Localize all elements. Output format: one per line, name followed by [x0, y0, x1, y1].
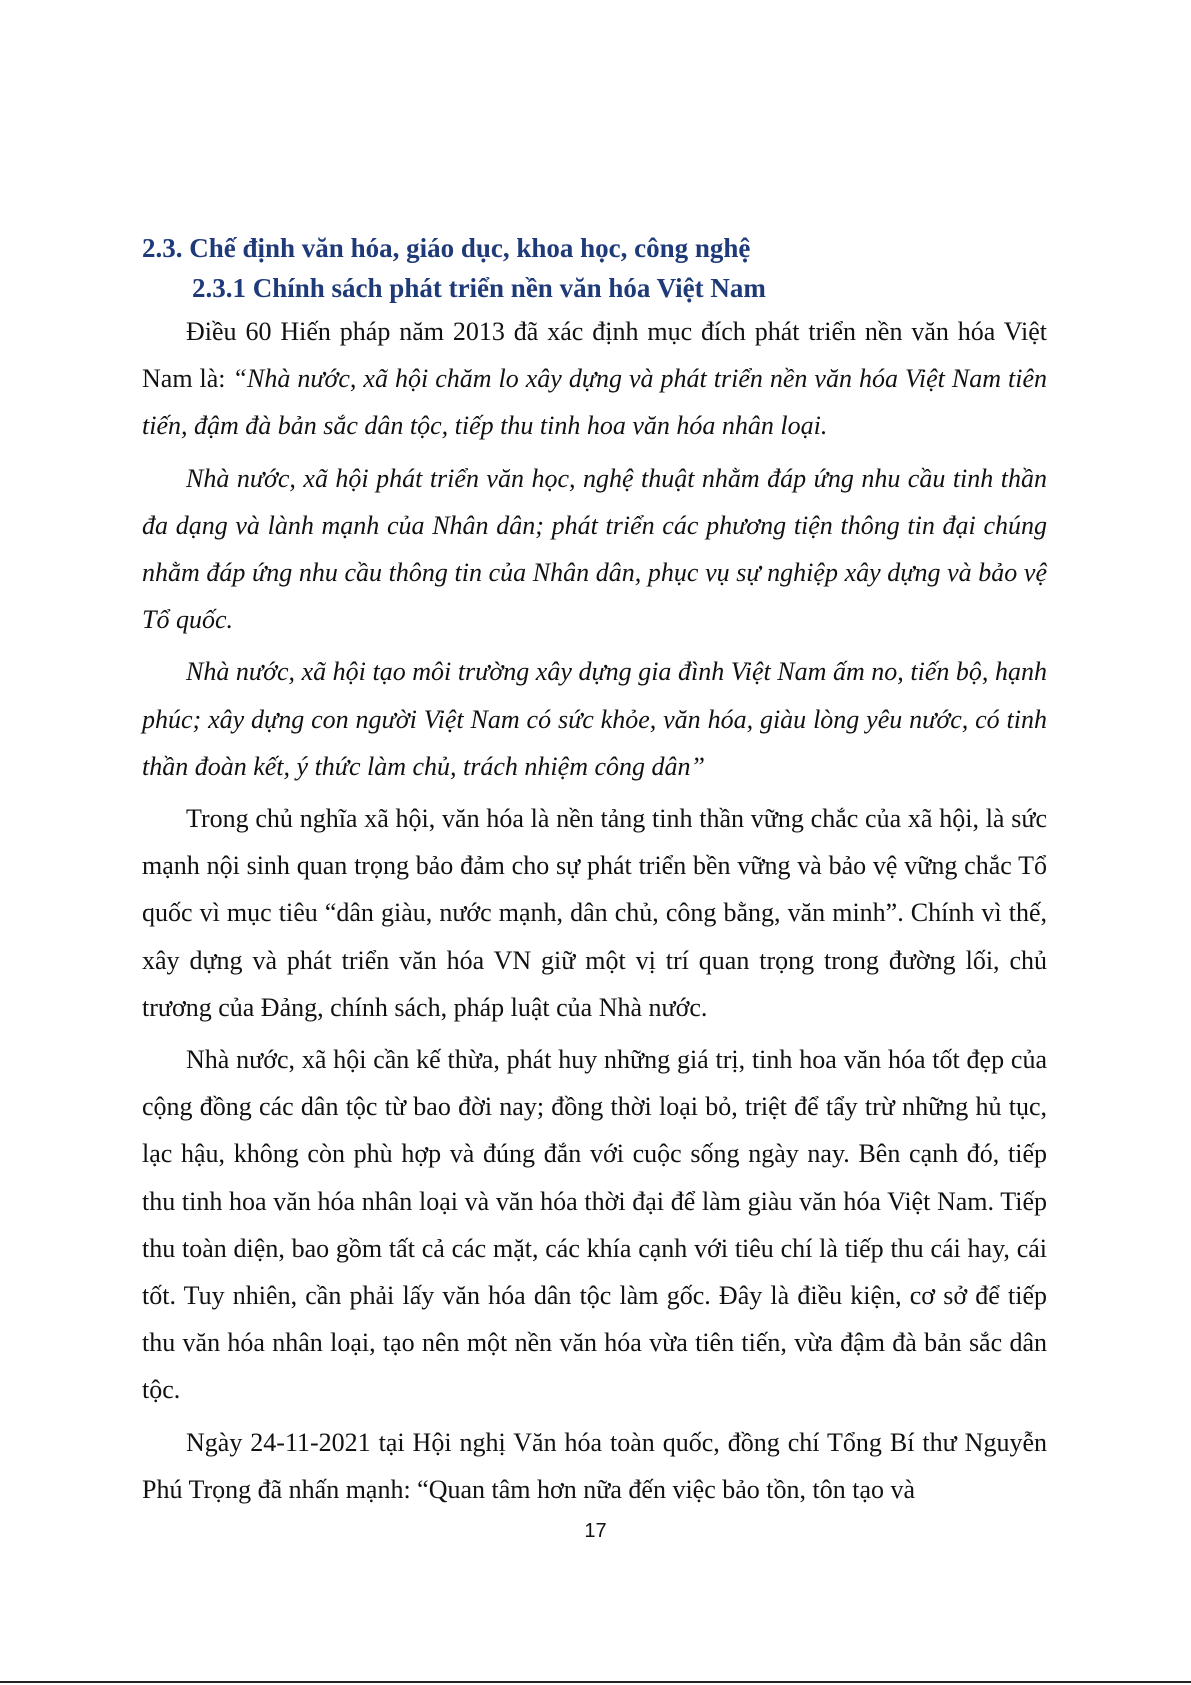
- paragraph-inherit-values: Nhà nước, xã hội cần kế thừa, phát huy những giá trị, tinh hoa văn hóa tốt đẹp của cộng đồng các dân tộc từ bao đời nay; đồng thời loại bỏ, triệt để tẩy trừ những hủ tục, lạc hậu, không còn phù hợp và đúng đắn với cuộc sống ngày nay. Bên cạnh đó, tiếp thu tinh hoa văn hóa nhân loại và văn hóa thời đại để làm giàu văn hóa Việt Nam. Tiếp thu toàn diện, bao gồm tất cả các mặt, các khía cạnh với tiêu chí là tiếp thu cái hay, cái tốt. Tuy nhiên, cần phải lấy văn hóa dân tộc làm gốc. Đây là điều kiện, cơ sở để tiếp thu văn hóa nhân loại, tạo nên một nền văn hóa vừa tiên tiến, vừa đậm đà bản sắc dân tộc.: [142, 1045, 1047, 1405]
- page-content: [142, 228, 1047, 1513]
- section-heading: 2.3. Chế định văn hóa, giáo dục, khoa học, công nghệ: [142, 233, 751, 263]
- subsection-heading: 2.3.1 Chính sách phát triển nền văn hóa Việt Nam: [192, 273, 766, 303]
- page-number: 17: [584, 1520, 607, 1542]
- paragraph-national-conference: Ngày 24-11-2021 tại Hội nghị Văn hóa toàn quốc, đồng chí Tổng Bí thư Nguyễn Phú Trọng đã nhấn mạnh: “Quan tâm hơn nữa đến việc bảo tồn, tôn tạo và: [142, 1427, 1047, 1504]
- paragraph-socialism-culture: Trong chủ nghĩa xã hội, văn hóa là nền tảng tinh thần vững chắc của xã hội, là sức mạnh nội sinh quan trọng bảo đảm cho sự phát triển bền vững và bảo vệ vững chắc Tổ quốc vì mục tiêu “dân giàu, nước mạnh, dân chủ, công bằng, văn minh”. Chính vì thế, xây dựng và phát triển văn hóa VN giữ một vị trí quan trọng trong đường lối, chủ trương của Đảng, chính sách, pháp luật của Nhà nước.: [142, 804, 1047, 1022]
- quote-text: “Nhà nước, xã hội chăm lo xây dựng và phát triển nền văn hóa Việt Nam tiên tiến, đậm đà bản sắc dân tộc, tiếp thu tinh hoa văn hóa nhân loại.: [142, 364, 1047, 441]
- paragraph-intro-text: Điều 60 Hiến pháp năm 2013 đã xác định mục đích phát triển nền văn hóa Việt Nam là:: [142, 317, 1047, 394]
- bottom-divider: [0, 1681, 1191, 1683]
- paragraph-quote-family: Nhà nước, xã hội tạo môi trường xây dựng gia đình Việt Nam ấm no, tiến bộ, hạnh phúc; xây dựng con người Việt Nam có sức khỏe, văn hóa, giàu lòng yêu nước, có tinh thần đoàn kết, ý thức làm chủ, trách nhiệm công dân”: [142, 657, 1047, 781]
- paragraph-article-60: [142, 308, 1047, 450]
- paragraph-quote-literature: Nhà nước, xã hội phát triển văn học, nghệ thuật nhằm đáp ứng nhu cầu tinh thần đa dạng và lành mạnh của Nhân dân; phát triển các phương tiện thông tin đại chúng nhằm đáp ứng nhu cầu thông tin của Nhân dân, phục vụ sự nghiệp xây dựng và bảo vệ Tổ quốc.: [142, 463, 1047, 635]
